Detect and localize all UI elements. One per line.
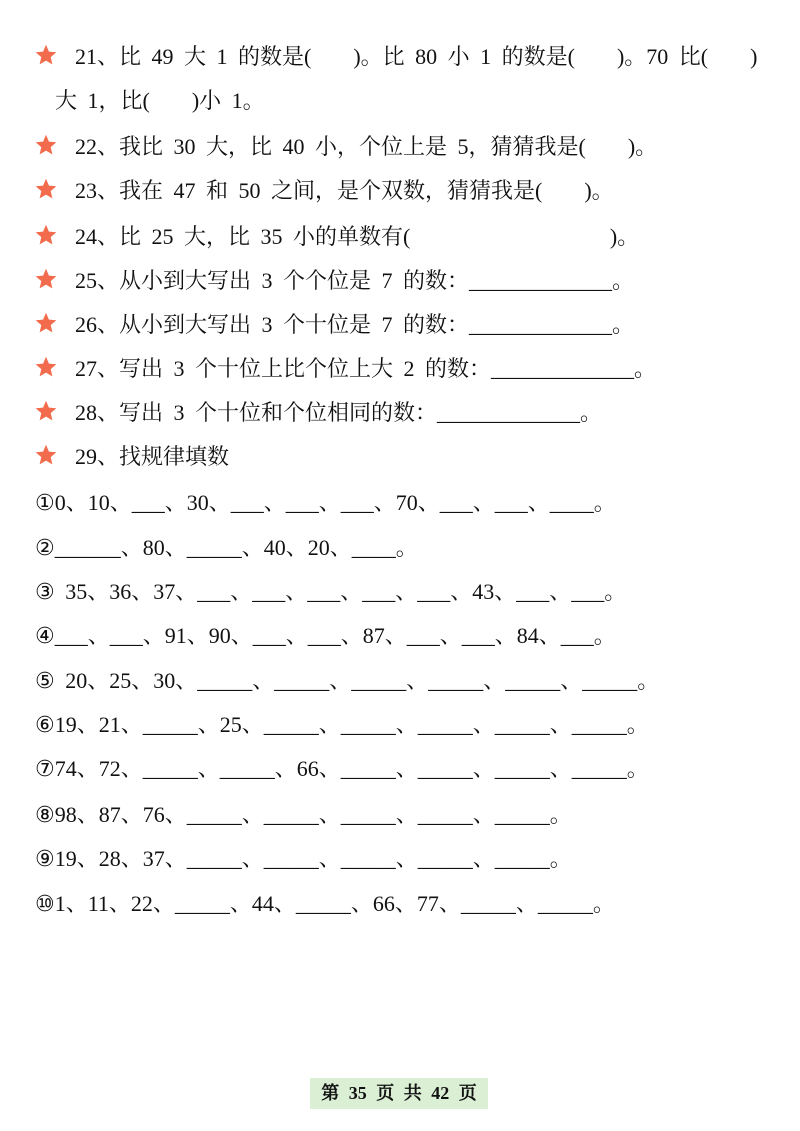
pattern-sequence: ⑤ 20、25、30、_____、_____、_____、_____、_____、_____。 xyxy=(35,668,660,693)
question-text: 21、比 49 大 1 的数是( )。比 80 小 1 的数是( )。70 比( ) xyxy=(75,44,758,69)
star-icon xyxy=(34,311,58,335)
pattern-row-6 xyxy=(0,703,800,747)
star-icon xyxy=(34,223,58,247)
question-text: 28、写出 3 个十位和个位相同的数：_____________。 xyxy=(75,400,603,425)
question-28 xyxy=(0,391,800,435)
question-27 xyxy=(0,347,800,391)
star-icon xyxy=(34,267,58,291)
star-icon xyxy=(34,443,58,467)
pattern-sequence: ⑧98、87、76、_____、_____、_____、_____、_____。 xyxy=(35,802,572,827)
page-number-footer: 第 35 页 共 42 页 xyxy=(310,1078,488,1109)
pattern-sequence: ①0、10、___、30、___、___、___、70、___、___、____。 xyxy=(35,490,616,515)
pattern-row-8 xyxy=(0,793,800,837)
star-icon xyxy=(34,133,58,157)
question-23 xyxy=(0,169,800,213)
star-icon xyxy=(34,355,58,379)
question-text: 26、从小到大写出 3 个十位是 7 的数：_____________。 xyxy=(75,312,635,337)
question-text: 27、写出 3 个十位上比个位上大 2 的数：_____________。 xyxy=(75,356,657,381)
pattern-row-2 xyxy=(0,526,800,570)
question-25 xyxy=(0,259,800,303)
question-text: 24、比 25 大，比 35 小的单数有( )。 xyxy=(75,224,640,249)
pattern-sequence: ⑦74、72、_____、_____、66、_____、_____、_____、_____。 xyxy=(35,756,649,781)
question-21-continuation xyxy=(0,79,800,123)
question-22 xyxy=(0,125,800,169)
star-icon xyxy=(34,177,58,201)
pattern-sequence: ⑩1、11、22、_____、44、_____、66、77、_____、_____。 xyxy=(35,891,615,916)
pattern-sequence: ⑥19、21、_____、25、_____、_____、_____、_____、_____。 xyxy=(35,712,649,737)
pattern-row-4 xyxy=(0,614,800,658)
pattern-sequence: ②______、80、_____、40、20、____。 xyxy=(35,535,418,560)
pattern-sequence: ④___、___、91、90、___、___、87、___、___、84、___。 xyxy=(35,623,616,648)
question-text-continuation: 大 1，比( )小 1。 xyxy=(55,88,265,113)
question-text: 25、从小到大写出 3 个个位是 7 的数：_____________。 xyxy=(75,268,635,293)
question-24 xyxy=(0,215,800,259)
pattern-row-7 xyxy=(0,747,800,791)
question-text: 23、我在 47 和 50 之间，是个双数，猜猜我是( )。 xyxy=(75,178,614,203)
pattern-row-3 xyxy=(0,570,800,614)
pattern-sequence: ③ 35、36、37、___、___、___、___、___、43、___、___。 xyxy=(35,579,627,604)
pattern-row-5 xyxy=(0,659,800,703)
question-26 xyxy=(0,303,800,347)
question-text: 22、我比 30 大，比 40 小，个位上是 5，猜猜我是( )。 xyxy=(75,134,658,159)
pattern-row-10 xyxy=(0,882,800,926)
star-icon xyxy=(34,399,58,423)
question-text: 29、找规律填数 xyxy=(75,444,230,469)
question-29 xyxy=(0,435,800,479)
pattern-row-9 xyxy=(0,837,800,881)
pattern-row-1 xyxy=(0,481,800,525)
pattern-sequence: ⑨19、28、37、_____、_____、_____、_____、_____。 xyxy=(35,846,572,871)
star-icon xyxy=(34,43,58,67)
question-21 xyxy=(0,35,800,79)
